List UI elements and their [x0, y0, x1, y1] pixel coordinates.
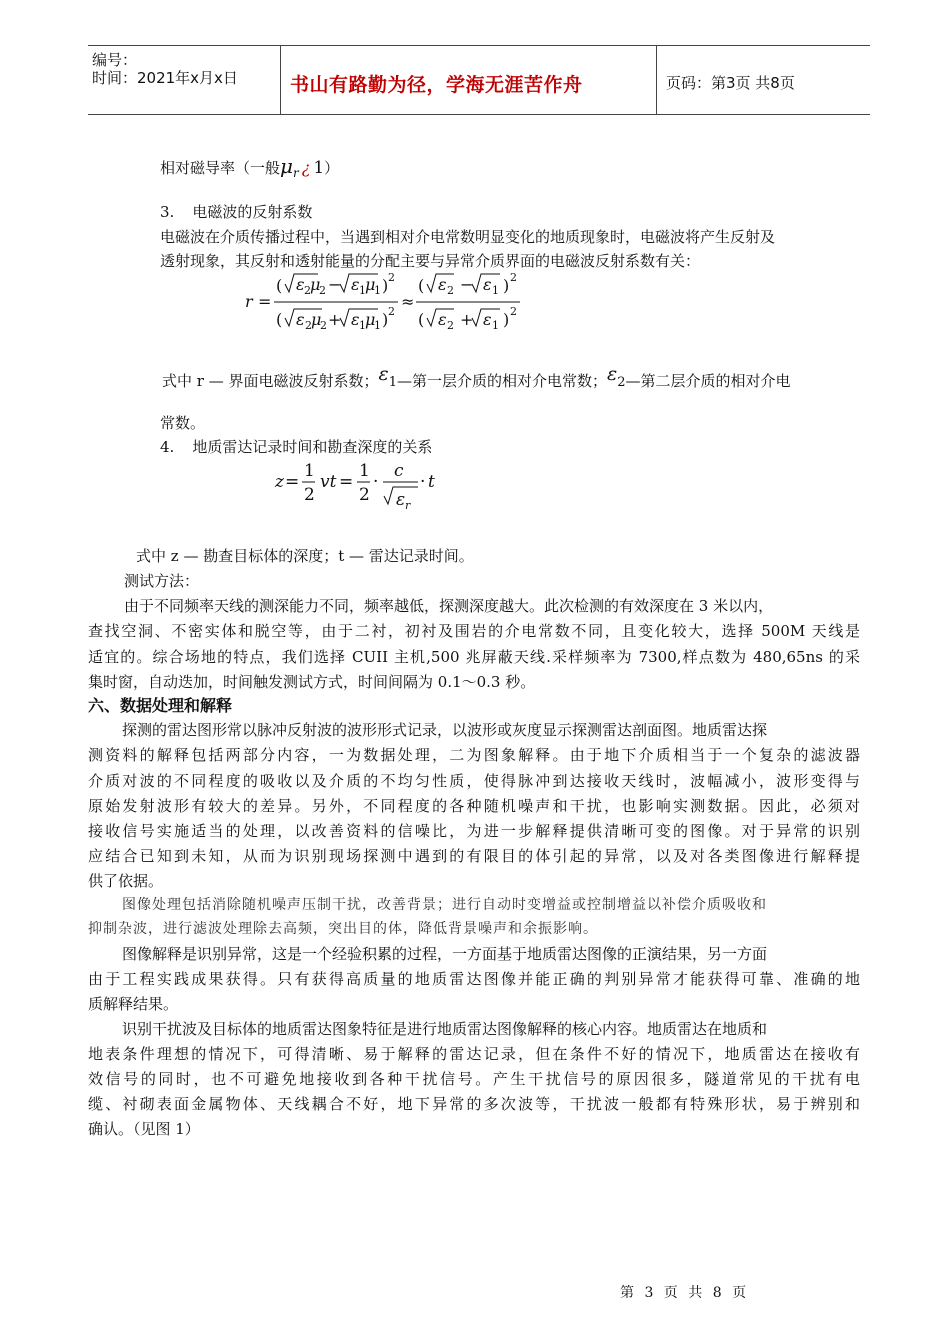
formula-2-explanation: 式中 z — 勘查目标体的深度；t — 雷达记录时间。	[136, 547, 474, 565]
svg-text:2: 2	[359, 485, 370, 505]
epsilon-1-symbol: ε	[378, 363, 389, 385]
paragraph-3-line-3: 介质对波的不同程度的吸收以及介质的不均匀性质，使得脉冲到达接收天线时，波幅减小，波形变得与	[88, 772, 860, 790]
relative-permeability-close: ）	[324, 159, 340, 177]
header-divider-left	[280, 45, 281, 114]
svg-text:c: c	[394, 461, 404, 481]
svg-text:2: 2	[510, 271, 517, 284]
formula-r-symbol: r	[245, 292, 253, 311]
test-method-heading: 测试方法：	[124, 572, 200, 590]
svg-text:2: 2	[388, 271, 395, 284]
svg-text:(: (	[276, 310, 283, 329]
header-page-label: 页码：第3页 共8页	[666, 74, 795, 92]
epsilon-2-symbol: ε	[606, 363, 618, 385]
svg-text:+: +	[460, 310, 474, 329]
svg-text:1: 1	[492, 284, 499, 297]
section-6-heading: 六、数据处理和解释	[88, 696, 233, 715]
page-footer: 第 3 页 共 8 页	[620, 1285, 750, 1301]
svg-text:μ: μ	[365, 275, 376, 294]
paragraph-3-line-2: 测资料的解释包括两部分内容，一为数据处理，二为图象解释。由于地下介质相当于一个复杂的滤波器	[88, 746, 860, 764]
svg-text:ε: ε	[438, 310, 447, 329]
reflection-coefficient-formula	[240, 268, 570, 338]
item-4-title: 地质雷达记录时间和勘查深度的关系	[192, 438, 433, 456]
formula-1-explanation-end: 常数。	[160, 414, 206, 432]
paragraph-2-line-4: 集时窗，自动迭加，时间触发测试方式，时间间隔为 0.1～0.3 秒。	[88, 673, 536, 691]
approx-symbol: ¿	[301, 158, 311, 177]
paragraph-1-line-1: 电磁波在介质传播过程中，当遇到相对介电常数明显变化的地质现象时，电磁波将产生反射及	[160, 228, 776, 246]
mu-subscript-r: r	[293, 166, 299, 180]
svg-text:−: −	[328, 275, 342, 294]
paragraph-3-line-5: 接收信号实施适当的处理，以改善资料的信噪比，为进一步解释提供清晰可变的图像。对于异常的识别	[88, 822, 860, 840]
paragraph-6-line-5: 确认。（见图 1）	[88, 1120, 200, 1138]
svg-text:): )	[382, 310, 389, 329]
r-definition: 式中 r — 界面电磁波反射系数；	[162, 372, 379, 390]
svg-text:(: (	[418, 276, 425, 295]
svg-text:ε: ε	[351, 275, 360, 294]
svg-text:1: 1	[359, 319, 366, 332]
svg-text:2: 2	[388, 305, 395, 318]
paragraph-1-line-2: 透射现象，其反射和透射能量的分配主要与异常介质界面的电磁波反射系数有关：	[160, 252, 701, 270]
svg-text:r: r	[405, 499, 411, 512]
svg-text:(: (	[418, 310, 425, 329]
svg-text:1: 1	[359, 284, 366, 297]
paragraph-6-line-2: 地表条件理想的情况下，可得清晰、易于解释的雷达记录，但在条件不好的情况下，地质雷达在接收有	[88, 1045, 860, 1063]
svg-text:vt: vt	[320, 472, 337, 492]
svg-text:ε: ε	[483, 275, 492, 294]
paragraph-6-line-4: 缆、衬砌表面金属物体、天线耦合不好，地下异常的多次波等，干扰波一般都有特殊形状，易于辨别和	[88, 1095, 860, 1113]
svg-text:μ: μ	[365, 310, 376, 329]
header-top-border	[88, 45, 870, 46]
document-number-label: 编号：	[92, 51, 138, 69]
svg-text:2: 2	[447, 319, 454, 332]
svg-text:ε: ε	[483, 310, 492, 329]
paragraph-4-line-2: 抑制杂波，进行滤波处理除去高频，突出目的体，降低背景噪声和余振影响。	[88, 921, 598, 937]
item-3-number: 3.	[160, 203, 175, 221]
svg-text:μ: μ	[311, 310, 322, 329]
svg-text:2: 2	[510, 305, 517, 318]
svg-text:1: 1	[492, 319, 499, 332]
svg-text:2: 2	[304, 284, 311, 297]
svg-text:+: +	[328, 310, 342, 329]
svg-text:): )	[503, 310, 510, 329]
svg-text:1: 1	[374, 284, 381, 297]
paragraph-3-line-1: 探测的雷达图形常以脉冲反射波的波形形式记录，以波形或灰度显示探测雷达剖面图。地质雷达探	[122, 721, 768, 739]
paragraph-6-line-3: 效信号的同时，也不可避免地接收到各种干扰信号。产生干扰信号的原因很多，隧道常见的干扰有电	[88, 1070, 860, 1088]
paragraph-5-line-3: 质解释结果。	[88, 995, 179, 1013]
paragraph-2-line-1: 由于不同频率天线的测深能力不同，频率越低，探测深度越大。此次检测的有效深度在 3 米以内，	[124, 597, 774, 615]
svg-text:ε: ε	[351, 310, 360, 329]
epsilon-2-subscript: 2	[617, 375, 626, 390]
approx-one: 1	[313, 158, 325, 178]
formula-approx: ≈	[401, 292, 415, 311]
header-bottom-border	[88, 114, 870, 115]
svg-text:2: 2	[447, 284, 454, 297]
svg-text:2: 2	[319, 284, 326, 297]
svg-text:t: t	[428, 472, 435, 492]
svg-text:1: 1	[359, 461, 370, 481]
svg-text:μ: μ	[310, 275, 321, 294]
svg-text:2: 2	[320, 319, 327, 332]
svg-text:): )	[382, 276, 389, 295]
paragraph-2-line-3: 适宜的。综合场地的特点，我们选择 CUII 主机,500 兆屏蔽天线.采样频率为 7300,样点数为 480,65ns 的采	[88, 648, 860, 666]
paragraph-6-line-1: 识别干扰波及目标体的地质雷达图象特征是进行地质雷达图像解释的核心内容。地质雷达在地质和	[122, 1020, 768, 1038]
svg-text:2: 2	[304, 485, 315, 505]
svg-text:z: z	[275, 472, 284, 492]
svg-text:1: 1	[304, 461, 315, 481]
paragraph-2-line-2: 查找空洞、不密实体和脱空等，由于二衬，初衬及围岩的介电常数不同，且变化较大，选择 500M 天线是	[88, 622, 860, 640]
svg-text:(: (	[276, 276, 283, 295]
relative-permeability-text: 相对磁导率（一般	[160, 159, 281, 177]
svg-text:1: 1	[374, 319, 381, 332]
paragraph-3-line-7: 供了依据。	[88, 872, 164, 890]
svg-text:·: ·	[420, 472, 426, 492]
depth-formula	[270, 456, 450, 518]
formula-1-explanation	[162, 363, 791, 393]
svg-text:=: =	[339, 472, 354, 492]
svg-text:ε: ε	[438, 275, 447, 294]
epsilon-2-definition: —第二层介质的相对介电	[625, 372, 791, 390]
svg-text:ε: ε	[296, 310, 305, 329]
relative-permeability-line	[160, 156, 339, 183]
svg-text:2: 2	[305, 319, 312, 332]
item-3-heading	[160, 202, 312, 222]
paragraph-3-line-6: 应结合已知到未知，从而为识别现场探测中遇到的有限目的体引起的异常，以及对各类图像进行解释提	[88, 847, 860, 865]
svg-text:ε: ε	[396, 490, 406, 510]
header-motto: 书山有路勤为径，学海无涯苦作舟	[290, 74, 583, 96]
item-3-title: 电磁波的反射系数	[192, 203, 313, 221]
paragraph-3-line-4: 原始发射波形有较大的差异。另外，不同程度的各种随机噪声和干扰，也影响实测数据。因此，必须对	[88, 797, 860, 815]
document-time-label: 时间：2021年x月x日	[92, 69, 238, 87]
epsilon-1-subscript: 1	[388, 375, 397, 390]
paragraph-5-line-1: 图像解释是识别异常，这是一个经验积累的过程，一方面基于地质雷达图像的正演结果，另一方面	[122, 945, 768, 963]
epsilon-1-definition: —第一层介质的相对介电常数；	[396, 372, 607, 390]
item-4-heading	[160, 437, 432, 457]
mu-symbol: μ	[280, 154, 294, 178]
svg-text:ε: ε	[296, 275, 305, 294]
svg-text:·: ·	[373, 472, 379, 492]
item-4-number: 4.	[160, 438, 175, 456]
svg-text:−: −	[460, 275, 474, 294]
paragraph-4-line-1: 图像处理包括消除随机噪声压制干扰，改善背景；进行自动时变增益或控制增益以补偿介质吸收和	[122, 897, 767, 913]
svg-text:=: =	[285, 472, 300, 492]
paragraph-5-line-2: 由于工程实践成果获得。只有获得高质量的地质雷达图像并能正确的判别异常才能获得可靠、准确的地	[88, 970, 860, 988]
svg-text:=: =	[258, 292, 272, 311]
svg-text:): )	[503, 276, 510, 295]
